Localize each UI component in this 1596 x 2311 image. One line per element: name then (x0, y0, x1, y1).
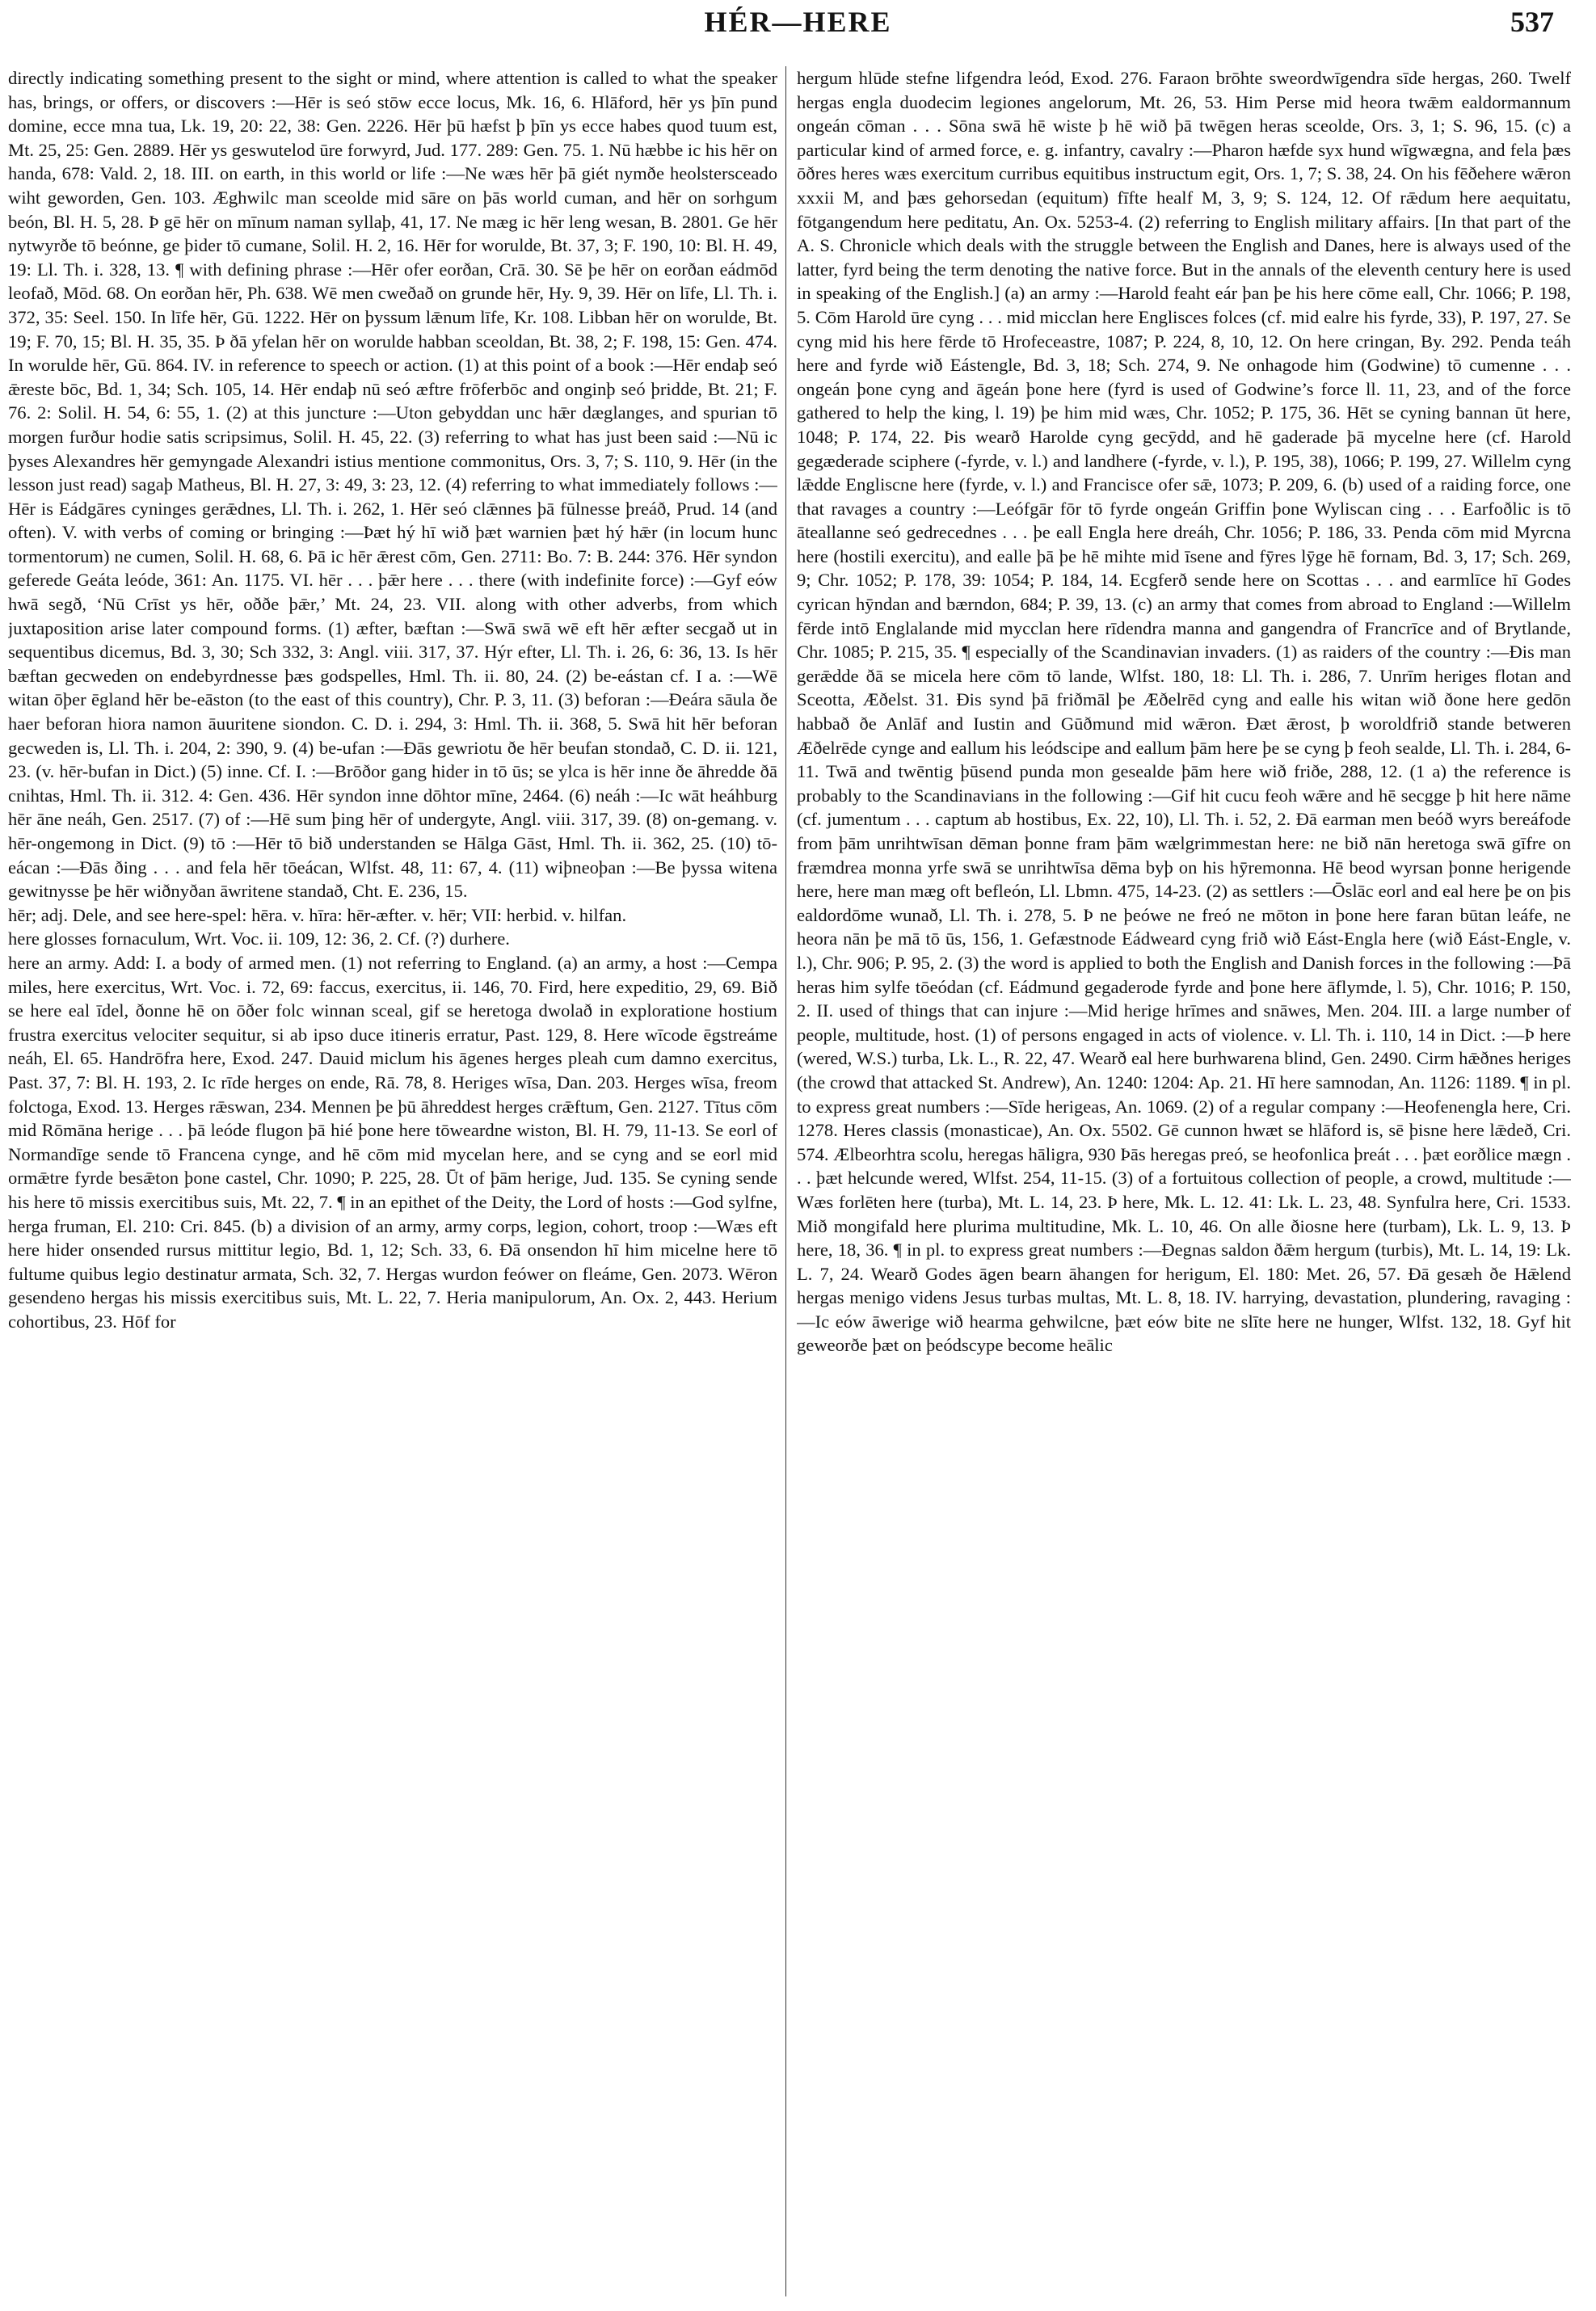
entry-her-adverb-continued: directly indicating something present to the sight or mind, where attention is called to what the speaker has, brings, or offers, or discovers :—Hēr is seó stōw ecce locus, Mk. 16, 6. Hlāford, hēr ys þīn pund domine, ecce mna tua, Lk. 19, 20: 22, 38: Gen. 2226. Hēr þū hæfst þ þīn ys ecce habes quod tuum est, Mt. 25, 25: Gen. 2889. Hēr ys geswutelod ūre forwyrd, Jud. 177. 289: Gen. 75. 1. Nū hæbbe ic his hēr on handa, 678: Vald. 2, 18. III. on earth, in this world or life :—Ne wæs hēr þā giét nymðe heolstersceado wiht geworden, Gen. 103. Æghwilc man sceolde mid sāre on þās world cuman, and hēr on sorhgum beón, Bl. H. 5, 28. Þ gē hēr on mīnum naman syllaþ, 41, 17. Ne mæg ic hēr leng wesan, B. 2801. Ge hēr nytwyrðe tō beónne, ge þider tō cumane, Solil. H. 2, 16. Hēr for worulde, Bt. 37, 3; F. 190, 10: Bl. H. 49, 19: Ll. Th. i. 328, 13. ¶ with defining phrase :—Hēr ofer eorðan, Crā. 30. Sē þe hēr on eorðan eádmōd leofað, Mōd. 68. On eorðan hēr, Ph. 638. Wē men cweðað on grunde hēr, Hy. 9, 39. Hēr on līfe, Ll. Th. i. 372, 35: Seel. 150. In līfe hēr, Gū. 1222. Hēr on þyssum lǣnum līfe, Kr. 108. Libban hēr on worulde, Bt. 19; F. 70, 15; Bl. H. 35, 35. Þ ðā yfelan hēr on worulde habban sceoldan, Bt. 38, 2; F. 198, 15: Gen. 474. In worulde hēr, Gū. 864. IV. in reference to speech or action. (1) at this point of a book :—Hēr endaþ seó ǣreste bōc, Bd. 1, 34; Sch. 105, 14. Hēr endaþ nū seó æftre frōferbōc and onginþ seó þridde, Bt. 21; F. 76. 2: Solil. H. 54, 6: 55, 1. (2) at this juncture :—Uton gebyddan unc hǣr dæglanges, and spurian tō morgen furður hodie satis scripsimus, Solil. H. 45, 22. (3) referring to what has just been said :—Nū ic þyses Alexandres hēr gemyngade Alexandri istius mentione commonitus, Ors. 3, 7; S. 110, 9. Hēr (in the lesson just read) sagaþ Matheus, Bl. H. 27, 3: 49, 3: 23, 12. (4) referring to what immediately follows :—Hēr is Eádgāres cyninges gerǣdnes, Ll. Th. i. 262, 1. Hēr seó clǣnnes þā fūlnesse þreáð, Prud. 14 (and often). V. with verbs of coming or bringing :—Þæt hý hī wið þæt warnien þæt hý hǣr (in locum hunc tormentorum) ne cumen, Solil. H. 68, 6. Þā ic hēr ǣrest cōm, Gen. 2711: Bo. 7: B. 244: 376. Hēr syndon geferede Geáta leóde, 361: An. 1175. VI. hēr . . . þǣr here . . . there (with indefinite force) :—Gyf eów hwā segð, ‘Nū Crīst ys hēr, oððe þǣr,’ Mt. 24, 23. VII. along with other adverbs, from which juxtaposition arise later compound forms. (1) æfter, bæftan :—Swā swā wē eft hēr æfter secgað ut in sequentibus dicemus, Bd. 3, 30; Sch 332, 3: Angl. viii. 317, 37. Hýr efter, Ll. Th. i. 26, 6: 36, 13. Is hēr bæftan gecweden on endebyrdnesse þæs godspelles, Hml. Th. ii. 80, 24. (2) be-eástan cf. I a. :—Wē witan ōþer ēgland hēr be-eāston (to the east of this country), Chr. P. 3, 11. (3) beforan :—Ðeára sāula ðe haer beforan hiora namon āuuritene siondon. C. D. i. 294, 3: Hml. Th. ii. 368, 5. Swā hit hēr beforan gecweden is, Ll. Th. i. 204, 2: 390, 9. (4) be-ufan :—Ðās gewriotu ðe hēr beufan stondað, C. D. ii. 121, 23. (v. hēr-bufan in Dict.) (5) inne. Cf. I. :—Brōðor gang hider in tō ūs; se ylca is hēr inne ðe āhredde ðā cnihtas, Hml. Th. ii. 312. 4: Gen. 436. Hēr syndon inne dōhtor mīne, 2464. (6) neáh :—Ic wāt heáhburg hēr āne neáh, Gen. 2517. (7) of :—Hē sum þing hēr of undergyte, Angl. viii. 317, 39. (8) on-gemang. v. hēr-ongemong in Dict. (9) tō :—Hēr tō bið understanden se Hālga Gāst, Hml. Th. ii. 362, 25. (10) tō-eácan :—Ðās ðing . . . and fela hēr tōeácan, Wlfst. 48, 11: 67, 4. (11) wiþneoþan :—Be þyssa witena gewitnysse þe hēr wiðnyðan āwritene standað, Cht. E. 236, 15. (8, 68, 777, 902)
entry-her-adjective: hēr; adj. Dele, and see here-spel: hēra. v. hīra: hēr-æfter. v. hēr; VII: herbid. v. hilfan. (8, 904, 627, 925)
entry-here-glosses: here glosses fornaculum, Wrt. Voc. ii. 109, 12: 36, 2. Cf. (?) durhere. (8, 928, 510, 949)
entry-here-army-continued: hergum hlūde stefne lifgendra leód, Exod. 276. Faraon brōhte sweordwīgendra sīde hergas, 260. Twelf hergas engla duodecim legiones angelorum, Mt. 26, 53. Him Perse mid heora twǣm ealdormannum ongeán cōman . . . Sōna swā hē wiste þ hē wið þā twēgen heras sceolde, Ors. 3, 1; S. 96, 15. (c) a particular kind of armed force, e. g. infantry, cavalry :—Pharon hæfde syx hund wīgwægna, and fela þæs ōðres heres wæs exercitum curribus equitibus instructum egit, Ors. 1, 7; S. 38, 24. On his fēðehere wǣron xxxii M, and þæs gehorsedan (equitum) fīfte healf M, 3, 9; S. 124, 12. Of rǣdum here aequitatu, fōtgangendum here peditatu, An. Ox. 5253-4. (2) referring to English military affairs. [In that part of the A. S. Chronicle which deals with the struggle between the English and Danes, here is always used of the latter, fyrd being the term denoting the native force. But in the annals of the eleventh century here is used in speaking of the English.] (a) an army :—Harold feaht eár þan þe his here cōme eall, Chr. 1066; P. 198, 5. Cōm Harold ūre cyng . . . mid micclan here Englisces folces (cf. mid ealre his fyrde, 33), P. 197, 27. Se cyng mid his here fērde tō Hrofeceastre, 1087; P. 224, 8, 10, 12. On here cringan, By. 292. Penda teáh here and fyrde wið Eástengle, Bd. 3, 18; Sch. 274, 9. Ne onhagode him (Godwine) tō cumenne . . . ongeán þone cyng and āgeán þone here (fyrd is used of Godwine’s force ll. 11, 23, and of the force gathered to help the king, l. 19) þe him mid wæs, Chr. 1052; P. 175, 36. Hēt se cyning bannan ūt here, 1048; P. 174, 22. Þis wearð Harolde cyng gecȳdd, and hē gaderade þā mycelne here (cf. Harold gegæderade sciphere (-fyrde, v. l.) and landhere (-fyrde, v. l.), P. 195, 38), 1066; P. 199, 27. Willelm cyng lǣdde Engliscne here (fyrde, v. l.) and Francisce ofer sǣ, 1073; P. 209, 6. (b) used of a raiding force, one that ravages a country :—Leófgār fōr tō fyrde ongeán Griffin þone Wyliscan cing . . . Earfoðlic is tō āteallanne seó gedrecednes . . . þe eall Engla here dreáh, Chr. 1056; P. 186, 33. Penda cōm mid Myrcna here (hostili exercitu), and ealle þā þe hē mihte mid īsene and fȳres lȳge hē fornam, Bd. 3, 17; Sch. 269, 9; Chr. 1052; P. 178, 39: 1054; P. 184, 14. Ecgferð sende here on Scottas . . . and earmlīce hī Godes cyrican hȳndan and bærndon, 684; P. 39, 13. (c) an army that comes from abroad to England :—Willelm fērde intō Englalande mid mycclan here rīdendra manna and gangendra of Francrīce and of Brytlande, Chr. 1085; P. 215, 35. ¶ especially of the Scandinavian invaders. (1) as raiders of the country :—Ðis man gerǣdde ðā se micela here cōm tō lande, Wlfst. 180, 18: Ll. Th. i. 286, 7. Unrīm heriges flotan and Sceotta, Æðelst. 31. Ðis synd þā friðmāl þe Æðelrēd cyng and ealle his witan wið ðone here gedōn habbað ðe Anlāf and Iustin and Gūðmund mid wǣron. Ðæt ǣrost, þ woroldfrið stande betweren Æðelrēde cynge and eallum his leódscipe and eallum þām here þe se cyng þ feoh sealde, Ll. Th. i. 284, 6-11. Twā and twēntig þūsend punda mon gesealde þām here wið friðe, 288, 12. (1 a) the reference is probably to the Scandinavians in the following :—Gif hit cucu feoh wǣre and hē secgge þ hit here nāme (cf. jumentum . . . captum ab hostibus, Ex. 22, 10), Ll. Th. i. 52, 2. Ðā earman men beóð wyrs bereáfode from þām unrihtwīsan dēman þonne fram þām wælgrimmestan here: ne bið nān heretoga swā gīfre on fræmdrea monna yrfe swā se unrihtwīsa dēma byþ on his hȳremonna. Hē beod wyrsan þonne herigende here, here man mæg oft befleón, Ll. Lbmn. 475, 14-23. (2) as settlers :—Ōslāc eorl and eal here þe on þis ealdordōme wunað, Ll. Th. i. 278, 5. Þ ne þeówe ne freó ne mōton in þone here faran būtan leáfe, ne heora nān þe mā tō ūs, 156, 1. Gefæstnode Eádweard cyng frið wið Eást-Engla here (wið Eást-Engle, v. l.), Chr. 906; P. 95, 2. (3) the word is applied to both the English and Danish forces in the following :—Þā heras him sylfe tōeódan (cf. Eádmund gegaderode fyrde and þone here āflymde, l. 5), Chr. 1016; P. 150, 2. II. used of things that can injure :—Mid herige hrīmes and snāwes, Men. 204. III. a large number of people, multitude, host. (1) of persons engaged in acts of violence. v. Ll. Th. i. 110, 14 in Dict. :—Þ here (wered, W.S.) turba, Lk. L., R. 22, 47. Wearð eal here burhwarena blind, Gen. 2490. Cirm hǣðnes heriges (the crowd that attacked St. Andrew), An. 1240: 1204: Ap. 21. Hī here samnodan, An. 1126: 1189. ¶ in pl. to express great numbers :—Sīde herigeas, An. 1069. (2) of a regular company :—Heofenengla here, Cri. 1278. Heres classis (monasticae), An. Ox. 5502. Gē cunnon hwæt se hlāford is, sē þisne here lǣdeð, Cri. 574. Ælbeorhtra scolu, heregas hāligra, 930 Þās heregas preó, se heofonlica þreát . . . þæt eorðlice mægn . . . þæt helcunde wered, Wlfst. 254, 11-15. (3) of a fortuitous collection of people, a crowd, multitude :—Wæs forlēten here (turba), Mt. L. 14, 23. Þ here, Mk. L. 12. 41: Lk. L. 23, 48. Synfulra here, Cri. 1533. Mið mongifald here plurima multitudine, Mk. L. 10, 46. On alle ðiosne here (turbam), Lk. L. 9, 13. Þ here, 18, 36. ¶ in pl. to express great numbers :—Ðegnas saldon ðǣm hergum (turbis), Mt. L. 14, 19: Lk. L. 7, 24. Wearð Godes āgen bearn āhangen for herigum, El. 180: Met. 26, 57. Ðā gesæh ðe Hǣlend hergas menigo videns Jesus turbas multas, Mt. L. 8, 18. IV. harrying, devastation, plundering, ravaging :—Ic eów āwerige wið hearma gehwilcne, þæt eów bite ne slīte here ne hunger, Wlfst. 132, 18. Gyf hit geweorðe þæt on þeódscype become heālic (797, 68, 1571, 1356)
page-number: 537 (1510, 6, 1554, 38)
column-divider (785, 66, 786, 2296)
running-head (0, 0, 1596, 58)
right-column (797, 66, 1571, 2296)
page-title: HÉR—HERE (704, 6, 892, 38)
left-column (8, 66, 777, 2296)
entry-here-army: here an army. Add: I. a body of armed men. (1) not referring to England. (a) an army, a host :—Cempa miles, here exercitus, Wrt. Voc. i. 72, 69: faccus, exercitus, ii. 146, 70. Fird, here expeditio, 29, 69. Bið se here eal īdel, ðonne hē on ōðer folc winnan sceal, gif se heretoga dwolað in exploratione hostium frustra exercitus velociter sequitur, si ab ipso duce itineris erratur, Past. 129, 8. Here wīcode ēgstreáme neáh, El. 65. Handrōfra here, Exod. 247. Dauid miclum his āgenes herges pleah cum damno exercitus, Past. 37, 7: Bl. H. 193, 2. Ic rīde herges on ende, Rā. 78, 8. Heriges wīsa, Dan. 203. Herges wīsa, freom folctoga, Exod. 13. Herges rǣswan, 234. Mennen þe þū āhreddest herges crǣftum, Gen. 2127. Tītus cōm mid Rōmāna herige . . . þā leóde flugon þā hié þone here tōweardne wiston, Bl. H. 79, 11-13. Se eorl of Normandīge sende tō Francena cynge, and hē cōm mid mycelan here, and se cyng and se eorl mid ormǣtre fyrde besǣton þone castel, Chr. 1090; P. 225, 28. Ūt of þām herige, Jud. 135. Se cyning sende his here tō missis exercitibus suis, Mt. 22, 7. ¶ in an epithet of the Deity, the Lord of hosts :—God sylfne, herga fruman, El. 210: Cri. 845. (b) a division of an army, army corps, legion, cohort, troop :—Wæs eft here hider onsended rursus mittitur legio, Bd. 1, 12; Sch. 33, 6. Ðā onsendon hī him micelne here tō fultume quibus legio destinatur armata, Sch. 32, 7. Hergas wurdon feówer on fleáme, Gen. 2073. Wēron gesendeno hergas his missis exercitibus suis, Mt. L. 22, 7. Heria manipulorum, An. Ox. 2, 443. Herium cohortibus, 23. Hōf for (8, 952, 777, 1332)
